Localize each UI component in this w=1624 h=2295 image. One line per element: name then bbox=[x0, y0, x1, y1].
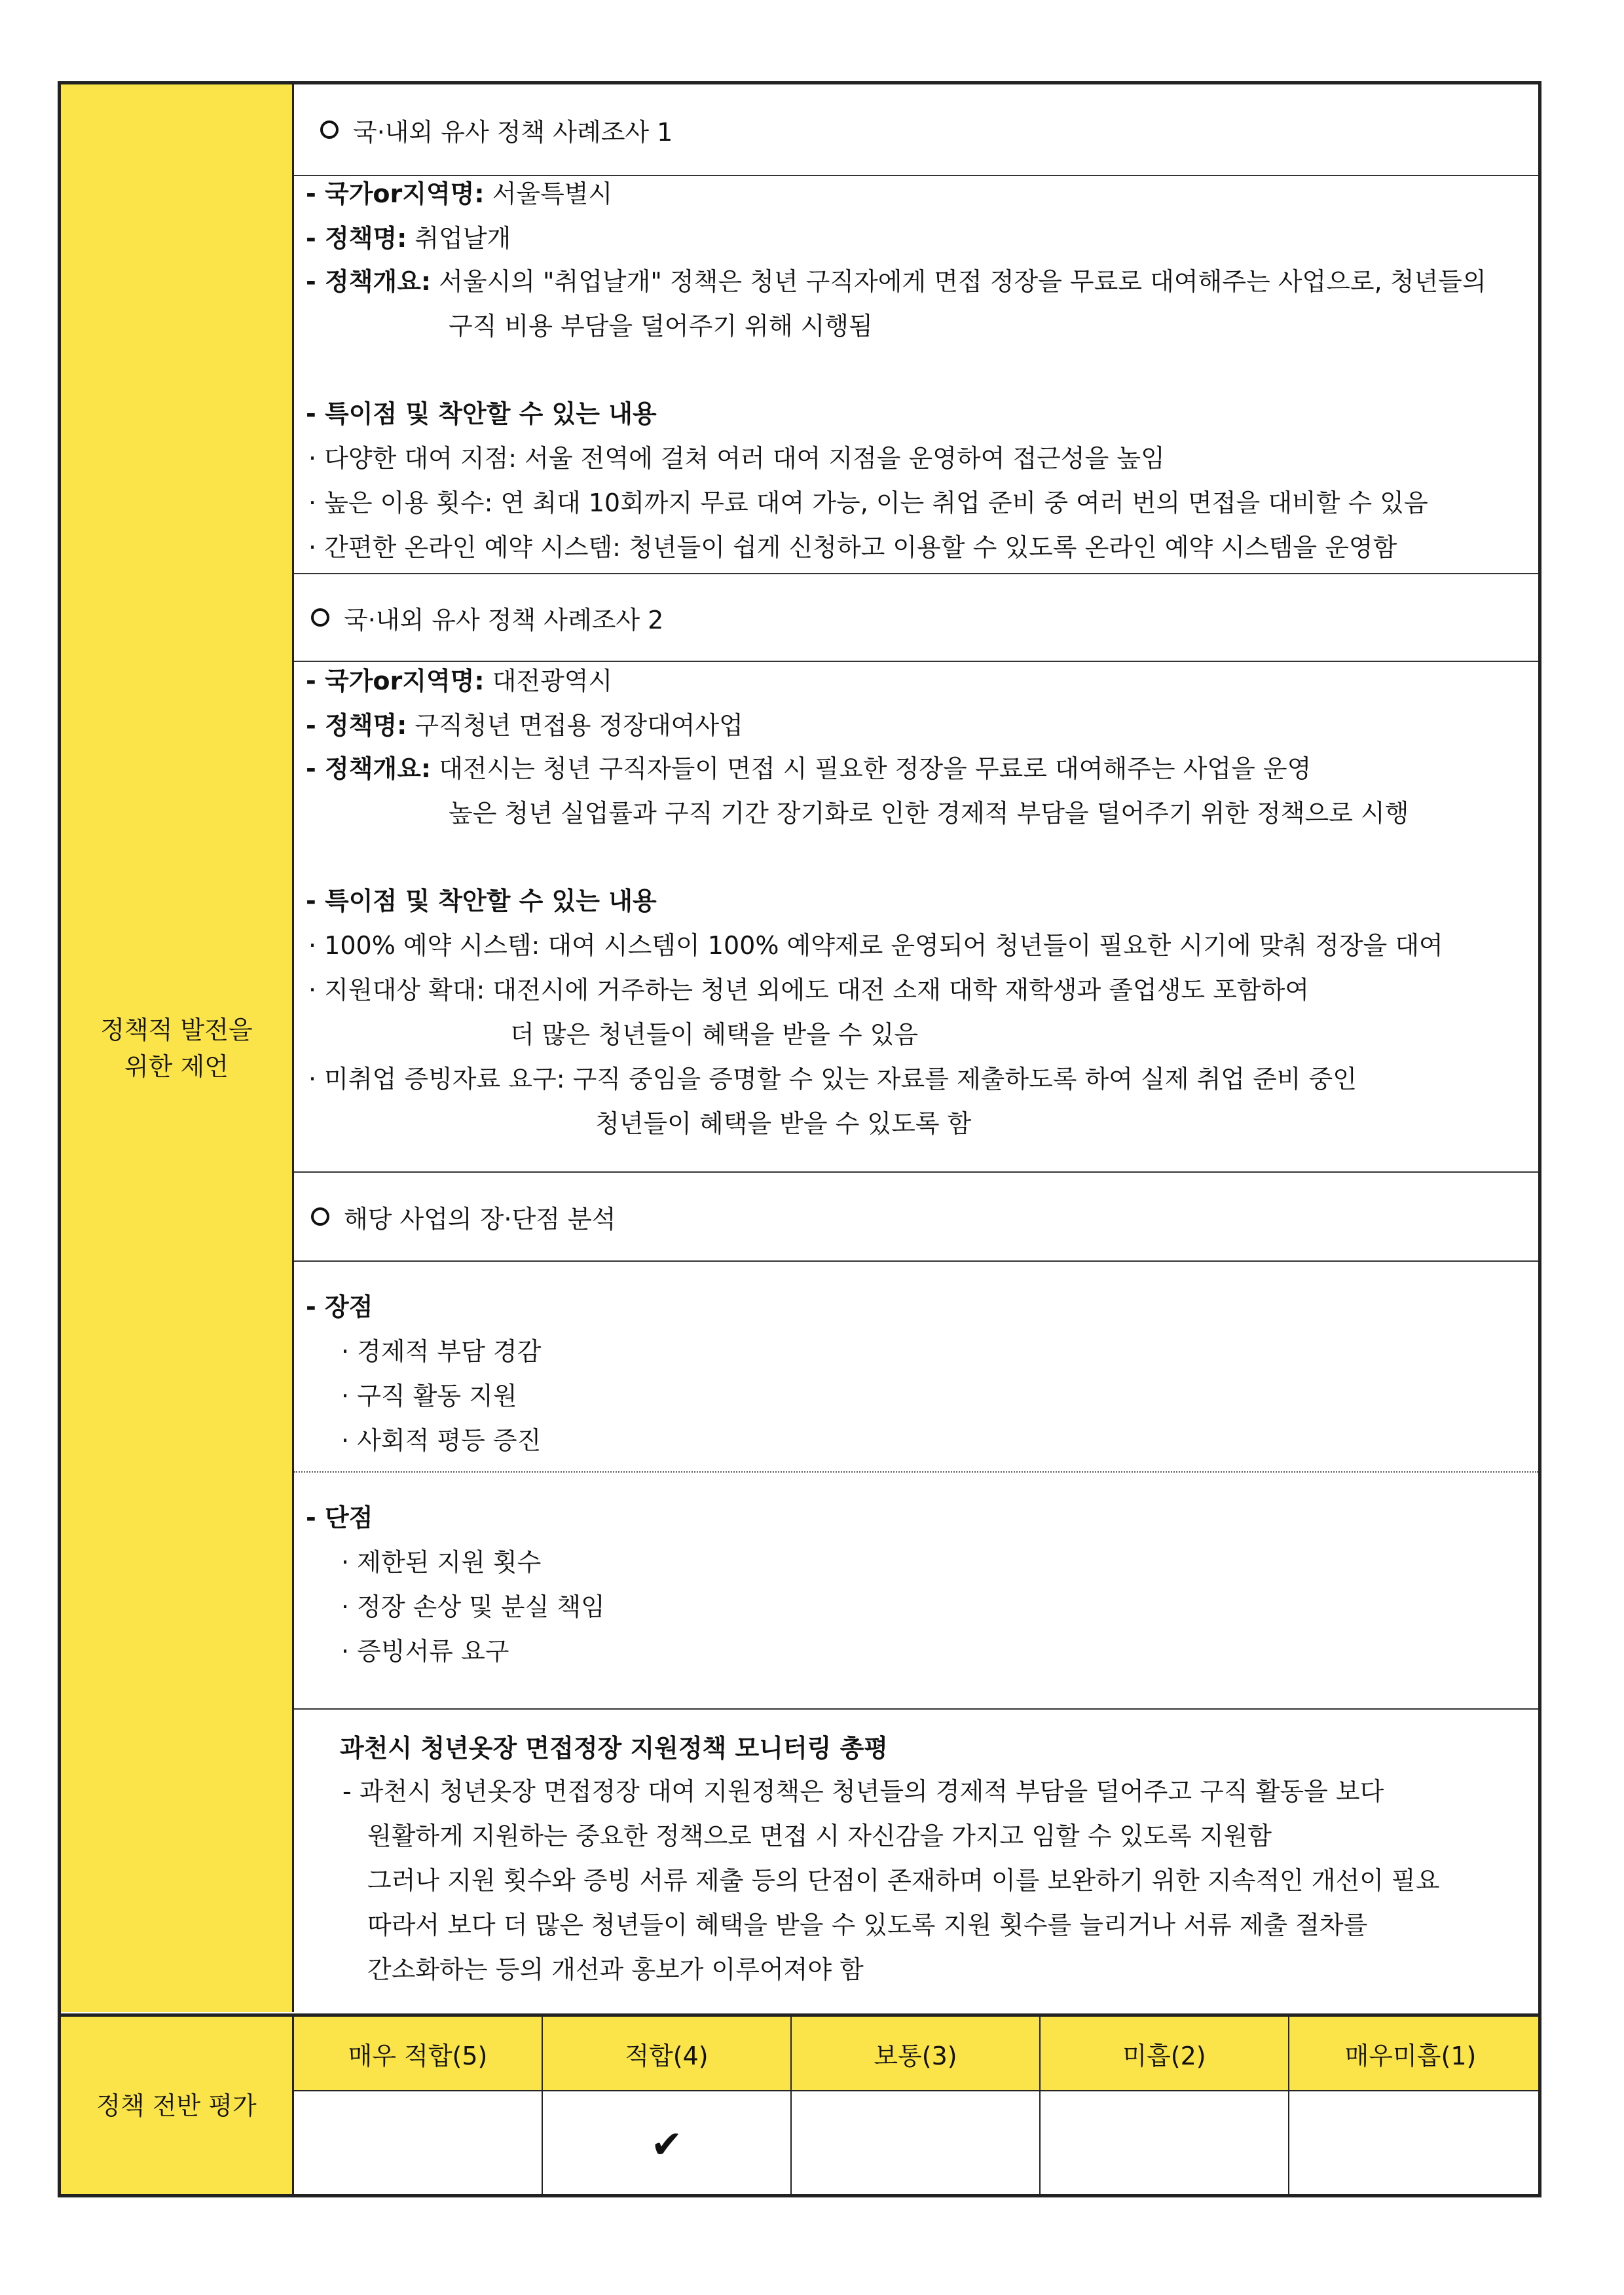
case1-overview-cont: 구직 비용 부담을 덜어주기 위해 시행됨 bbox=[449, 312, 873, 340]
case2-policy: - 정책명: 구직청년 면접용 정장대여사업 bbox=[306, 711, 743, 740]
case1-title: 국·내외 유사 정책 사례조사 1 bbox=[353, 117, 673, 147]
case2-overview-cont: 높은 청년 실업률과 구직 기간 장기화로 인한 경제적 부담을 덜어주기 위한 정책으로 시행 bbox=[449, 799, 1409, 828]
pros-item: · 경제적 부담 경감 bbox=[341, 1337, 542, 1366]
rating-header: 미흡(2) bbox=[1041, 2017, 1289, 2090]
summary-line: 따라서 보다 더 많은 청년들이 혜택을 받을 수 있도록 지원 횟수를 늘리거나 서류 제출 절차를 bbox=[367, 1911, 1368, 1939]
case1-feature: · 다양한 대여 지점: 서울 전역에 걸쳐 여러 대여 지점을 운영하여 접근성을 높임 bbox=[308, 444, 1165, 473]
case1-feature: · 간편한 온라인 예약 시스템: 청년들이 쉽게 신청하고 이용할 수 있도록 온라인 예약 시스템을 운영함 bbox=[308, 533, 1397, 562]
analysis-body bbox=[294, 1262, 1538, 1710]
evaluation-label-cell bbox=[61, 2013, 294, 2194]
summary-title-row bbox=[311, 1732, 888, 1765]
case2-feature-cont: 더 많은 청년들이 혜택을 받을 수 있음 bbox=[510, 1020, 919, 1049]
cons-heading: - 단점 bbox=[306, 1503, 373, 1532]
case1-header bbox=[294, 84, 1538, 176]
rating-header: 적합(4) bbox=[543, 2017, 792, 2090]
rating-header: 매우미흡(1) bbox=[1344, 2041, 1477, 2070]
evaluation-grid bbox=[294, 2013, 1538, 2194]
rating-header: 보통(3) bbox=[792, 2017, 1041, 2090]
summary-title: 과천시 청년옷장 면접정장 지원정책 모니터링 총평 bbox=[340, 1734, 889, 1763]
case1-overview: - 정책개요: 서울시의 "취업날개" 정책은 청년 구직자에게 면접 정장을 무료로 대여해주는 사업으로, 청년들의 bbox=[306, 267, 1486, 296]
rating-cell[interactable] bbox=[792, 2091, 1041, 2197]
case2-feature: · 100% 예약 시스템: 대여 시스템이 100% 예약제로 운영되어 청년들이 필요한 시기에 맞춰 정장을 대여 bbox=[308, 931, 1443, 960]
rating-cell[interactable] bbox=[1289, 2091, 1532, 2197]
case2-header bbox=[294, 574, 1538, 662]
case2-body bbox=[294, 662, 1538, 1173]
evaluation-label: 정책 전반 평가 bbox=[96, 2091, 257, 2120]
case2-country: - 국가or지역명: 대전광역시 bbox=[306, 667, 613, 695]
circle-bullet-icon bbox=[311, 608, 329, 627]
cons-item: · 제한된 지원 횟수 bbox=[341, 1548, 542, 1577]
evaluation-header-row bbox=[294, 2017, 1538, 2091]
case1-feature-heading: - 특이점 및 착안할 수 있는 내용 bbox=[306, 399, 657, 428]
pros-item: · 구직 활동 지원 bbox=[341, 1382, 517, 1410]
case2-feature-cont: 청년들이 혜택을 받을 수 있도록 함 bbox=[595, 1109, 972, 1138]
pros-item: · 사회적 평등 증진 bbox=[341, 1426, 542, 1455]
case2-overview: - 정책개요: 대전시는 청년 구직자들이 면접 시 필요한 정장을 무료로 대여해주는 사업을 운영 bbox=[306, 754, 1312, 783]
circle-bullet-icon bbox=[311, 1207, 329, 1226]
cons-item: · 증빙서류 요구 bbox=[341, 1637, 509, 1666]
case1-body bbox=[294, 176, 1538, 574]
summary-line: - 과천시 청년옷장 면접정장 대여 지원정책은 청년들의 경제적 부담을 덜어주고 구직 활동을 보다 bbox=[342, 1777, 1384, 1806]
rating-header: 매우 적합(5) bbox=[294, 2017, 543, 2090]
proposal-label-cell bbox=[61, 84, 294, 2012]
case1-feature: · 높은 이용 횟수: 연 최대 10회까지 무료 대여 가능, 이는 취업 준비 중 여러 번의 면접을 대비할 수 있음 bbox=[308, 488, 1428, 517]
analysis-header bbox=[294, 1173, 1538, 1262]
pros-heading: - 장점 bbox=[306, 1293, 373, 1321]
rating-check-cell[interactable]: ✔ bbox=[543, 2091, 792, 2197]
rating-cell[interactable] bbox=[294, 2091, 543, 2197]
rating-cell[interactable] bbox=[1041, 2091, 1289, 2197]
divider bbox=[294, 1471, 1538, 1473]
case2-feature-heading: - 특이점 및 착안할 수 있는 내용 bbox=[306, 887, 657, 915]
case2-title: 국·내외 유사 정책 사례조사 2 bbox=[344, 605, 664, 634]
circle-bullet-icon bbox=[320, 120, 339, 139]
analysis-title: 해당 사업의 장·단점 분석 bbox=[344, 1204, 616, 1234]
cons-item: · 정장 손상 및 분실 책임 bbox=[341, 1592, 605, 1621]
case2-feature: · 미취업 증빙자료 요구: 구직 중임을 증명할 수 있는 자료를 제출하도록 하여 실제 취업 준비 중인 bbox=[308, 1065, 1357, 1093]
summary-line: 원활하게 지원하는 중요한 정책으로 면접 시 자신감을 가지고 임할 수 있도록 지원함 bbox=[367, 1822, 1272, 1850]
case1-policy: - 정책명: 취업날개 bbox=[306, 224, 511, 253]
summary-line: 간소화하는 등의 개선과 홍보가 이루어져야 함 bbox=[367, 1955, 864, 1984]
summary-body bbox=[294, 1710, 1538, 2012]
evaluation-sheet bbox=[58, 81, 1541, 2197]
summary-line: 그러나 지원 횟수와 증빙 서류 제출 등의 단점이 존재하며 이를 보완하기 위한 지속적인 개선이 필요 bbox=[367, 1866, 1440, 1895]
proposal-label: 정책적 발전을 위한 제언 bbox=[100, 1016, 253, 1081]
case2-feature: · 지원대상 확대: 대전시에 거주하는 청년 외에도 대전 소재 대학 재학생과 졸업생도 포함하여 bbox=[308, 976, 1310, 1004]
case1-country: - 국가or지역명: 서울특별시 bbox=[306, 179, 613, 208]
